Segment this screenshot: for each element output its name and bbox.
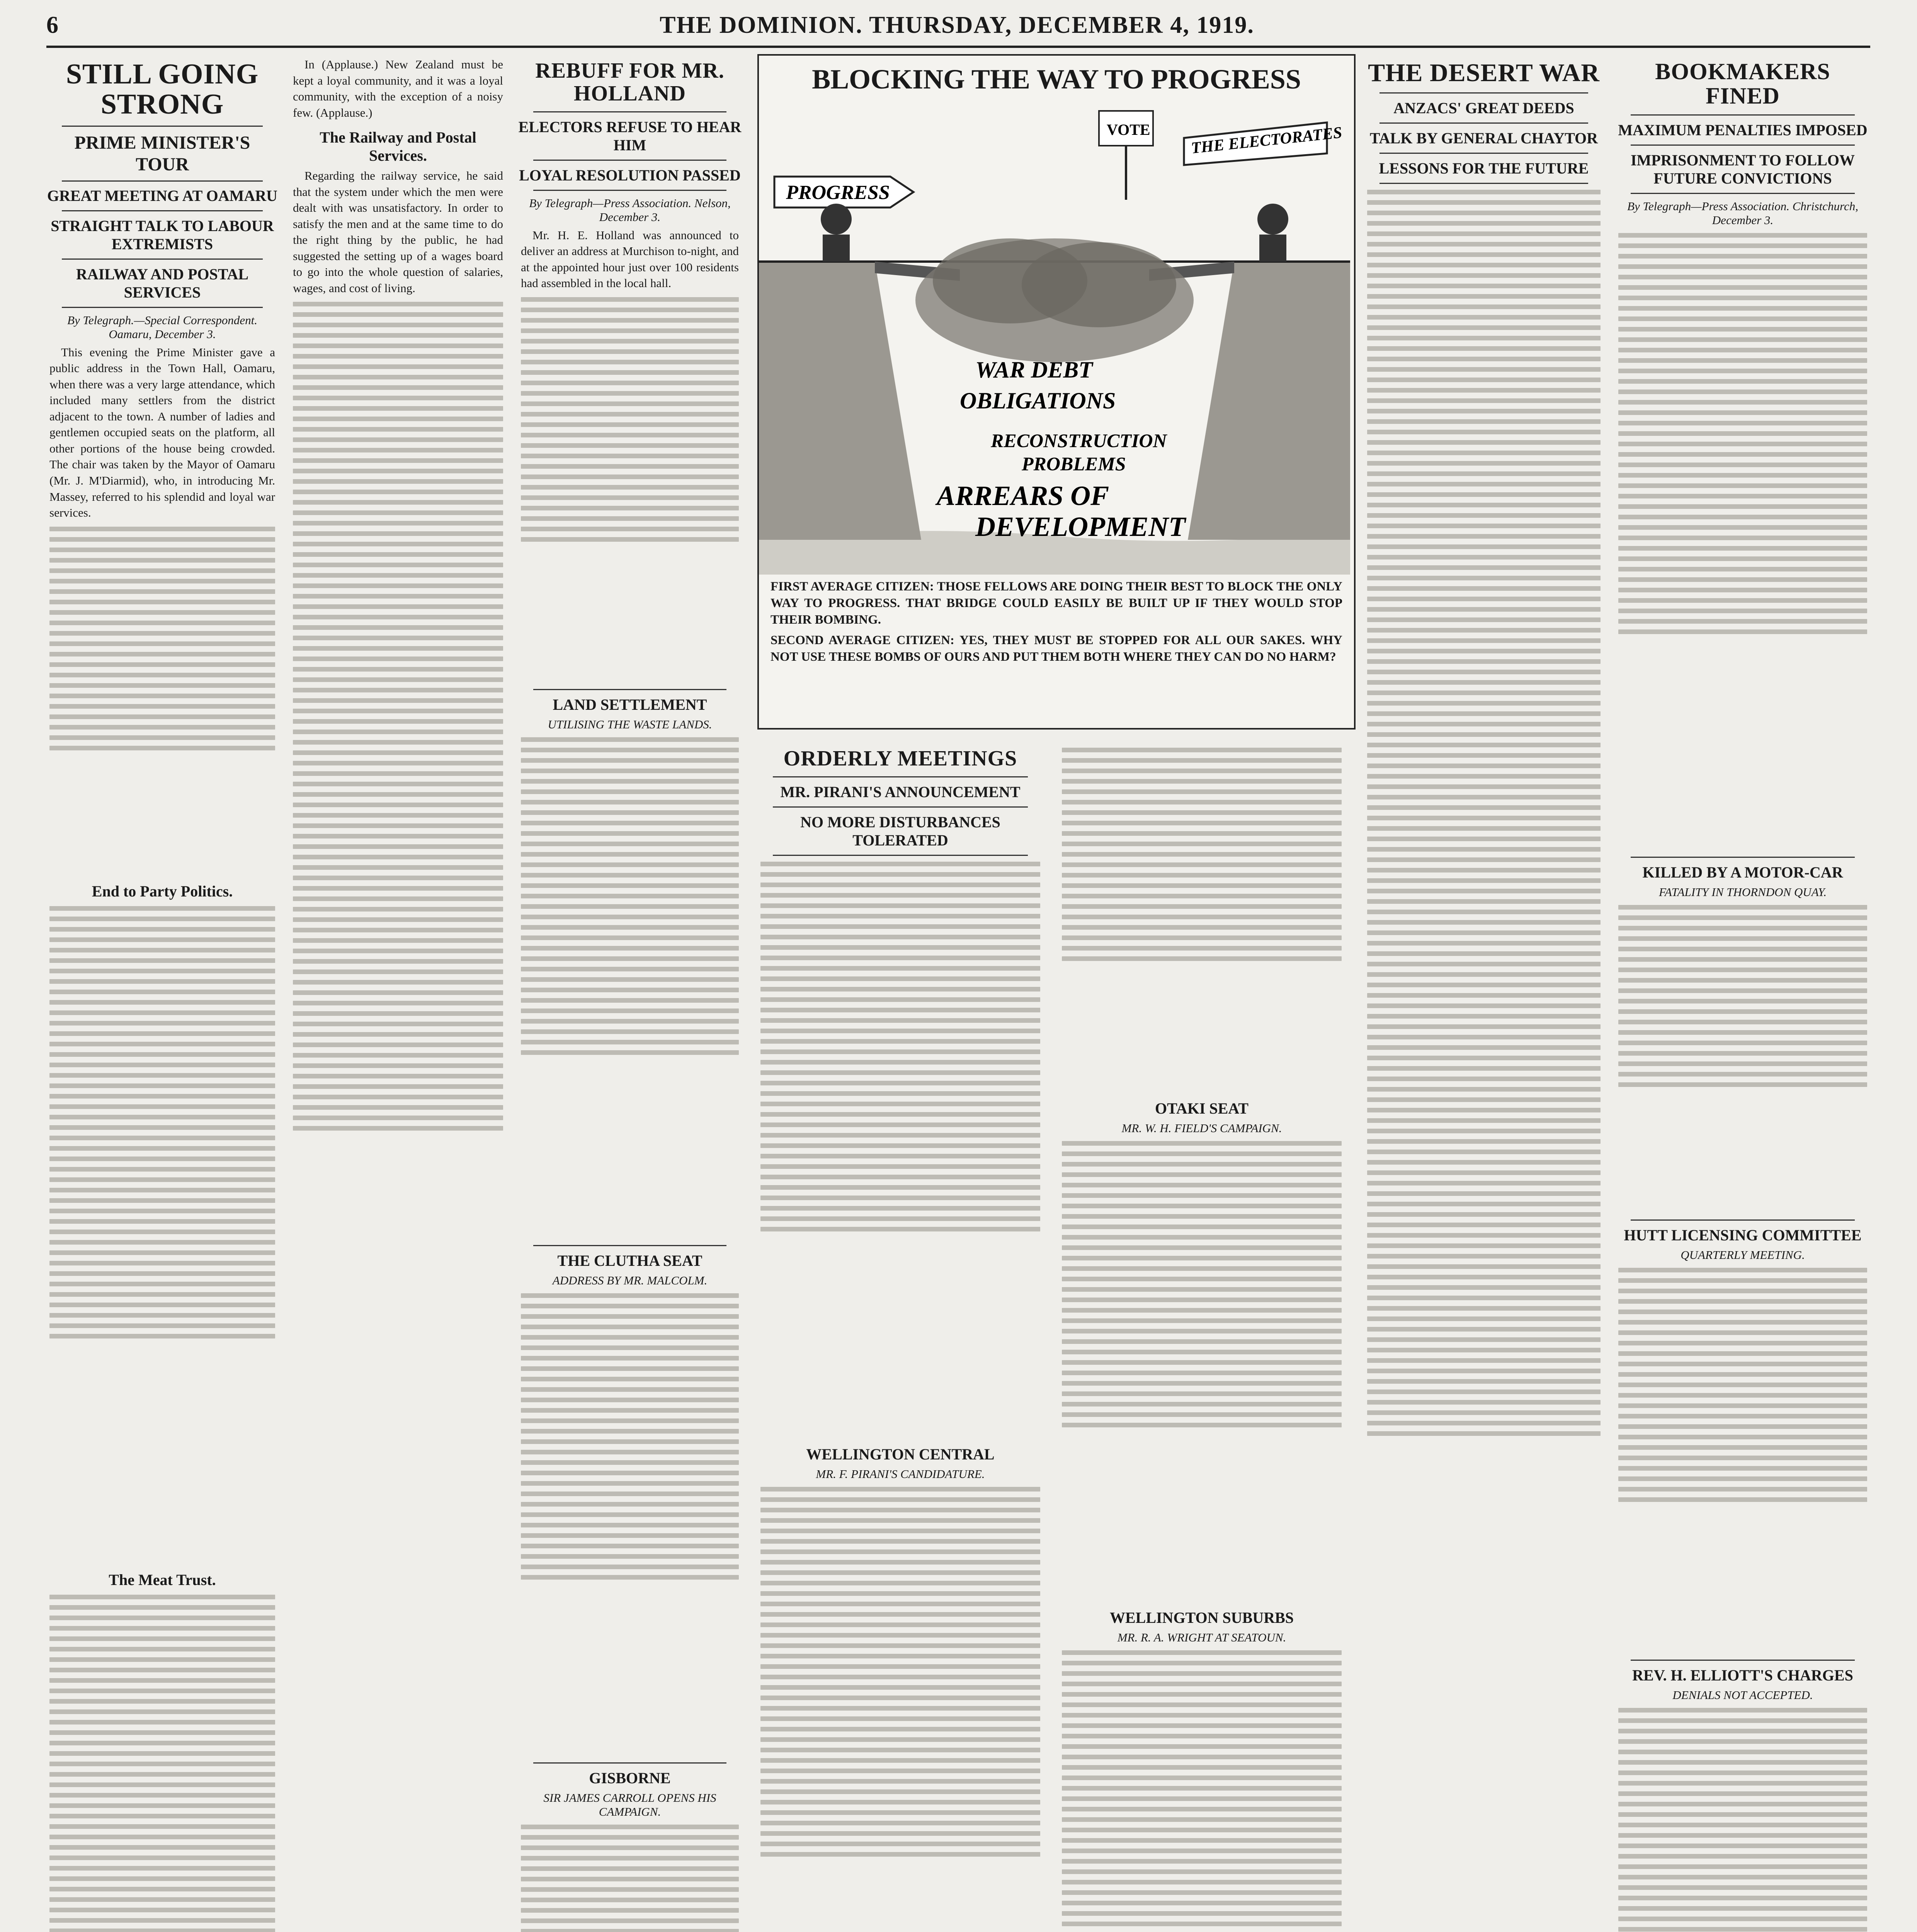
development-block — [975, 511, 1187, 542]
arrears-block — [935, 480, 1109, 511]
section-subheading: MR. R. A. WRIGHT AT SEATOUN. — [1117, 1631, 1286, 1644]
article-body: In (Applause.) New Zealand must be kept a loyal community, and it was a loyal community, with the exception of a noisy few. (Applause.) — [293, 58, 503, 119]
svg-text:VOTE: VOTE — [1107, 121, 1150, 138]
cartoon-illustration — [759, 99, 1350, 575]
text-filler — [518, 297, 742, 684]
section-subheading: FATALITY IN THORNDON QUAY. — [1658, 885, 1827, 899]
text-filler — [1059, 1141, 1345, 1605]
cartoon-title: BLOCKING THE WAY TO PROGRESS — [812, 64, 1301, 95]
article-body: Mr. H. E. Holland was announced to deliver an address at Murchison to-night, and at the appointed hour just over 100 residents had assembled in the local hall. — [521, 228, 739, 290]
article-headline: ORDERLY MEETINGS — [783, 747, 1017, 770]
text-filler — [757, 1487, 1043, 1932]
svg-text:RECONSTRUCTION: RECONSTRUCTION — [991, 430, 1167, 451]
svg-text:OBLIGATIONS: OBLIGATIONS — [960, 388, 1116, 413]
article-byline: By Telegraph—Press Association. Christchurch, December 3. — [1627, 199, 1858, 227]
svg-text:PROGRESS: PROGRESS — [786, 182, 890, 204]
article-deck: IMPRISONMENT TO FOLLOW FUTURE CONVICTIONS — [1630, 151, 1855, 187]
column-6 — [1364, 54, 1604, 1932]
cartoon-caption: FIRST AVERAGE CITIZEN: THOSE FELLOWS ARE DOING THEIR BEST TO BLOCK THE ONLY WAY TO PROGRESS. THAT BRIDGE COULD EASILY BE BUILT UP IF THEY WOULD STOP THEIR BOMBING. — [771, 580, 1342, 627]
svg-text:WAR DEBT: WAR DEBT — [975, 357, 1093, 383]
article-deck: LESSONS FOR THE FUTURE — [1379, 160, 1589, 177]
article-deck: TALK BY GENERAL CHAYTOR — [1369, 129, 1598, 147]
article-subhead: PRIME MINISTER'S TOUR — [74, 133, 250, 175]
text-filler — [1059, 748, 1345, 1095]
text-filler — [1364, 190, 1604, 1932]
text-filler — [518, 1825, 742, 1932]
svg-text:DEVELOPMENT: DEVELOPMENT — [975, 511, 1186, 542]
svg-text:THE ELECTORATES: THE ELECTORATES — [1190, 124, 1343, 157]
newspaper-title: THE DOMINION. THURSDAY, DECEMBER 4, 1919. — [660, 12, 1254, 38]
obligations-block — [960, 388, 1116, 413]
section-heading: OTAKI SEAT — [1155, 1100, 1249, 1117]
article-headline: BOOKMAKERS FINED — [1655, 59, 1830, 109]
war-debt-block — [975, 357, 1094, 383]
text-filler — [518, 737, 742, 1240]
masthead-rule — [46, 46, 1870, 48]
article-deck: NO MORE DISTURBANCES TOLERATED — [800, 813, 1000, 849]
article-subhead: GREAT MEETING AT OAMARU — [47, 187, 277, 204]
section-heading: WELLINGTON SUBURBS — [1109, 1609, 1294, 1626]
text-filler — [757, 862, 1043, 1441]
article-headline: STILL GOING STRONG — [66, 58, 259, 120]
section-subheading: UTILISING THE WASTE LANDS. — [548, 717, 712, 731]
article-deck: ANZACS' GREAT DEEDS — [1393, 99, 1574, 117]
text-filler — [46, 527, 278, 874]
svg-text:PROBLEMS: PROBLEMS — [1022, 453, 1126, 474]
article-deck: ELECTORS REFUSE TO HEAR HIM — [518, 118, 742, 154]
column-2 — [290, 54, 506, 1932]
section-heading: LAND SETTLEMENT — [553, 696, 707, 713]
text-filler — [1615, 905, 1870, 1214]
section-heading: REV. H. ELLIOTT'S CHARGES — [1632, 1667, 1853, 1684]
column-3 — [518, 54, 742, 1932]
section-heading: The Meat Trust. — [109, 1571, 216, 1588]
cartoon-panel — [757, 54, 1356, 730]
section-heading: HUTT LICENSING COMMITTEE — [1624, 1226, 1862, 1244]
section-heading: KILLED BY A MOTOR-CAR — [1642, 864, 1843, 881]
article-headline: THE DESERT WAR — [1368, 59, 1600, 87]
article-body: This evening the Prime Minister gave a public address in the Town Hall, Oamaru, when there was a very large attendance, which included many settlers from the district adjacent to the town. A number of ladies and gentlemen occupied seats on the platform, all other portions of the house being crowded. The chair was taken by the Mayor of Oamaru (Mr. J. M'Diarmid), who, in introducing Mr. Massey, referred to his splendid and loyal war services. — [49, 345, 275, 520]
text-filler — [46, 1595, 278, 1932]
article-deck: RAILWAY AND POSTAL SERVICES — [76, 265, 249, 301]
section-subheading: ADDRESS BY MR. MALCOLM. — [552, 1273, 708, 1287]
section-subheading: SIR JAMES CARROLL OPENS HIS CAMPAIGN. — [543, 1791, 716, 1818]
text-filler — [46, 906, 278, 1563]
cartoon-caption: SECOND AVERAGE CITIZEN: YES, THEY MUST BE STOPPED FOR ALL OUR SAKES. WHY NOT USE THESE BOMBS OF OURS AND PUT THEM BOTH WHERE THEY CAN DO NO HARM? — [771, 633, 1342, 664]
text-filler — [1059, 1650, 1345, 1932]
article-byline: By Telegraph—Press Association. Nelson, December 3. — [529, 196, 731, 224]
svg-text:ARREARS OF: ARREARS OF — [937, 480, 1109, 511]
text-filler — [518, 1293, 742, 1757]
article-deck: MR. PIRANI'S ANNOUNCEMENT — [780, 783, 1021, 801]
text-filler — [290, 302, 506, 1932]
article-deck: LOYAL RESOLUTION PASSED — [519, 166, 741, 184]
section-heading: THE CLUTHA SEAT — [557, 1252, 703, 1269]
section-subheading: MR. W. H. FIELD'S CAMPAIGN. — [1121, 1121, 1282, 1135]
progress-sign — [774, 177, 913, 207]
article-body: Regarding the railway service, he said that the system under which the men were dealt with was unsatisfactory. In order to satisfy the men and at the same time to do the right thing by the public, he had suggested the setting up of a wages board to go into the whole question of salaries, wages, and cost of living. — [293, 169, 503, 295]
column-7 — [1615, 54, 1870, 1932]
text-filler — [1615, 1708, 1870, 1932]
section-heading: The Railway and Postal Services. — [320, 129, 476, 165]
section-subheading: MR. F. PIRANI'S CANDIDATURE. — [816, 1467, 985, 1481]
section-heading: End to Party Politics. — [92, 882, 233, 900]
section-heading: WELLINGTON CENTRAL — [806, 1445, 995, 1463]
text-filler — [1615, 1268, 1870, 1654]
reconstruction-block — [990, 430, 1168, 451]
column-1 — [46, 54, 278, 1932]
column-5 — [1059, 742, 1345, 1932]
page-number: 6 — [46, 12, 59, 38]
text-filler — [1615, 233, 1870, 851]
section-subheading: QUARTERLY MEETING. — [1681, 1248, 1805, 1262]
column-4 — [757, 742, 1043, 1932]
article-deck: MAXIMUM PENALTIES IMPOSED — [1618, 121, 1868, 139]
article-headline: REBUFF FOR MR. HOLLAND — [535, 59, 725, 105]
article-deck: STRAIGHT TALK TO LABOUR EXTREMISTS — [51, 217, 274, 253]
section-heading: GISBORNE — [589, 1769, 671, 1787]
section-subheading: DENIALS NOT ACCEPTED. — [1672, 1688, 1813, 1702]
masthead — [46, 8, 1870, 43]
problems-block — [1021, 453, 1126, 474]
article-byline: By Telegraph.—Special Correspondent. Oamaru, December 3. — [67, 313, 257, 341]
